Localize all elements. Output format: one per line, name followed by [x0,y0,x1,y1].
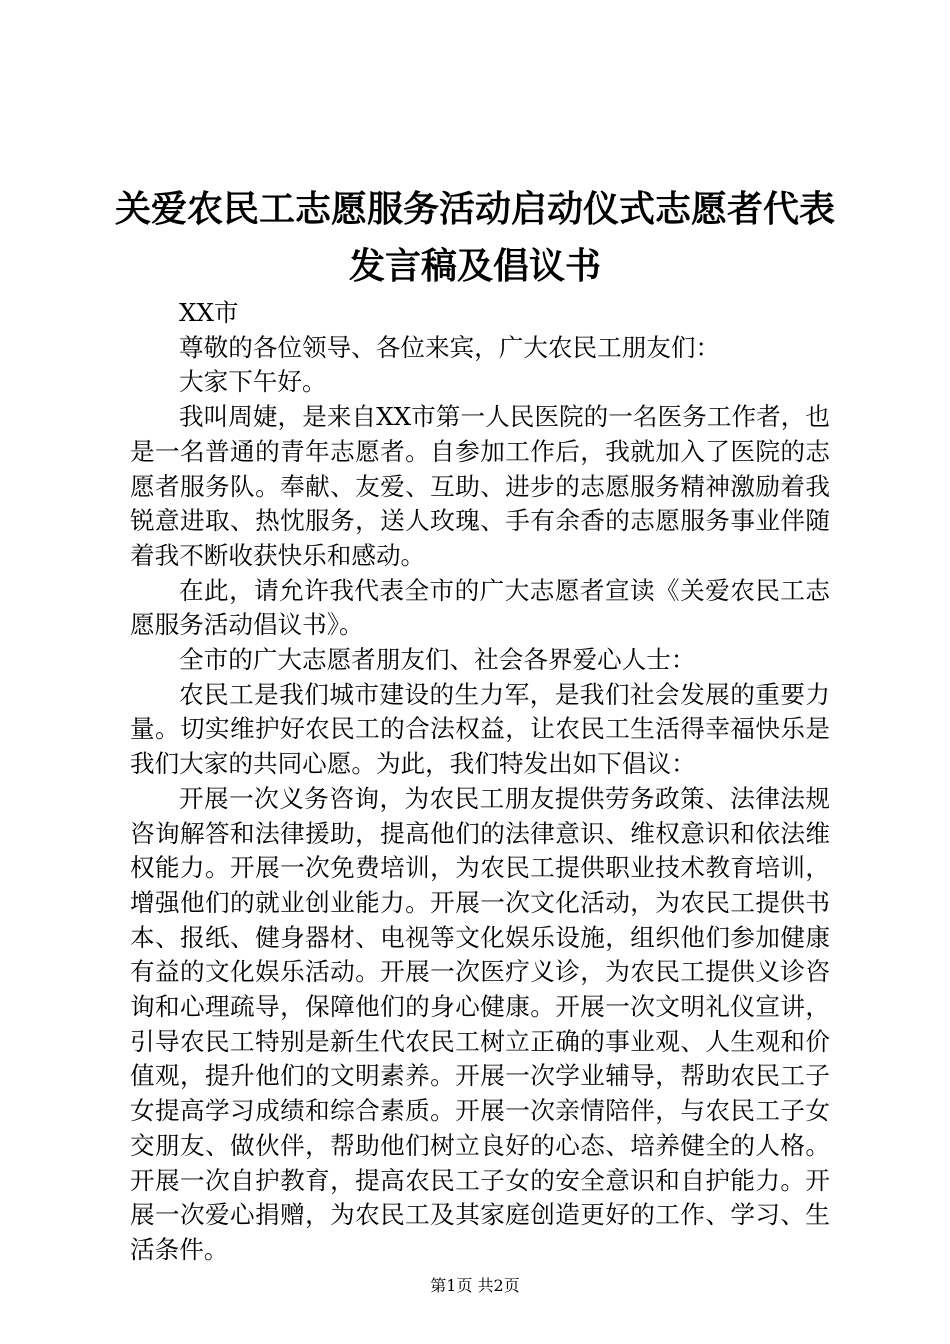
document-body [130,296,830,1268]
paragraph-greeting: 大家下午好。 [179,367,327,397]
page-number-footer: 第1页 共2页 [430,1276,520,1295]
paragraph-proposals: 开展一次义务咨询，为农民工朋友提供劳务政策、法律法规咨询解答和法律援助，提高他们的法律意识、维权意识和依法维权能力。开展一次免费培训，为农民工提供职业技术教育培训，增强他们的就业创业能力。开展一次文化活动，为农民工提供书本、报纸、健身器材、电视等文化娱乐设施，组织他们参加健康有益的文化娱乐活动。开展一次医疗义诊，为农民工提供义诊咨询和心理疏导，保障他们的身心健康。开展一次文明礼仪宣讲，引导农民工特别是新生代农民工树立正确的事业观、人生观和价值观，提升他们的文明素养。开展一次学业辅导，帮助农民工子女提高学习成绩和综合素质。开展一次亲情陪伴，与农民工子女交朋友、做伙伴，帮助他们树立良好的心态、培养健全的人格。开展一次自护教育，提高农民工子女的安全意识和自护能力。开展一次爱心捐赠，为农民工及其家庭创造更好的工作、学习、生活条件。 [130,783,830,1264]
paragraph-introduction: 我叫周婕，是来自XX市第一人民医院的一名医务工作者，也是一名普通的青年志愿者。自参加工作后，我就加入了医院的志愿者服务队。奉献、友爱、互助、进步的志愿服务精神激励着我锐意进取、热忱服务，送人玫瑰、手有余香的志愿服务事业伴随着我不断收获快乐和感动。 [130,402,830,570]
document-title-line-1: 关爱农民工志愿服务活动启动仪式志愿者代表 [114,189,835,230]
paragraph-salutation: 尊敬的各位领导、各位来宾，广大农民工朋友们： [179,332,721,362]
paragraph-context: 农民工是我们城市建设的生力军，是我们社会发展的重要力量。切实维护好农民工的合法权益，让农民工生活得幸福快乐是我们大家的共同心愿。为此，我们特发出如下倡议： [130,679,830,779]
document-title-line-2: 发言稿及倡议书 [348,246,601,287]
paragraph-address: 全市的广大志愿者朋友们、社会各界爱心人士： [179,645,696,675]
paragraph-city: XX市 [179,298,239,327]
paragraph-announcement: 在此，请允许我代表全市的广大志愿者宣读《关爱农民工志愿服务活动倡议书》。 [130,575,830,640]
